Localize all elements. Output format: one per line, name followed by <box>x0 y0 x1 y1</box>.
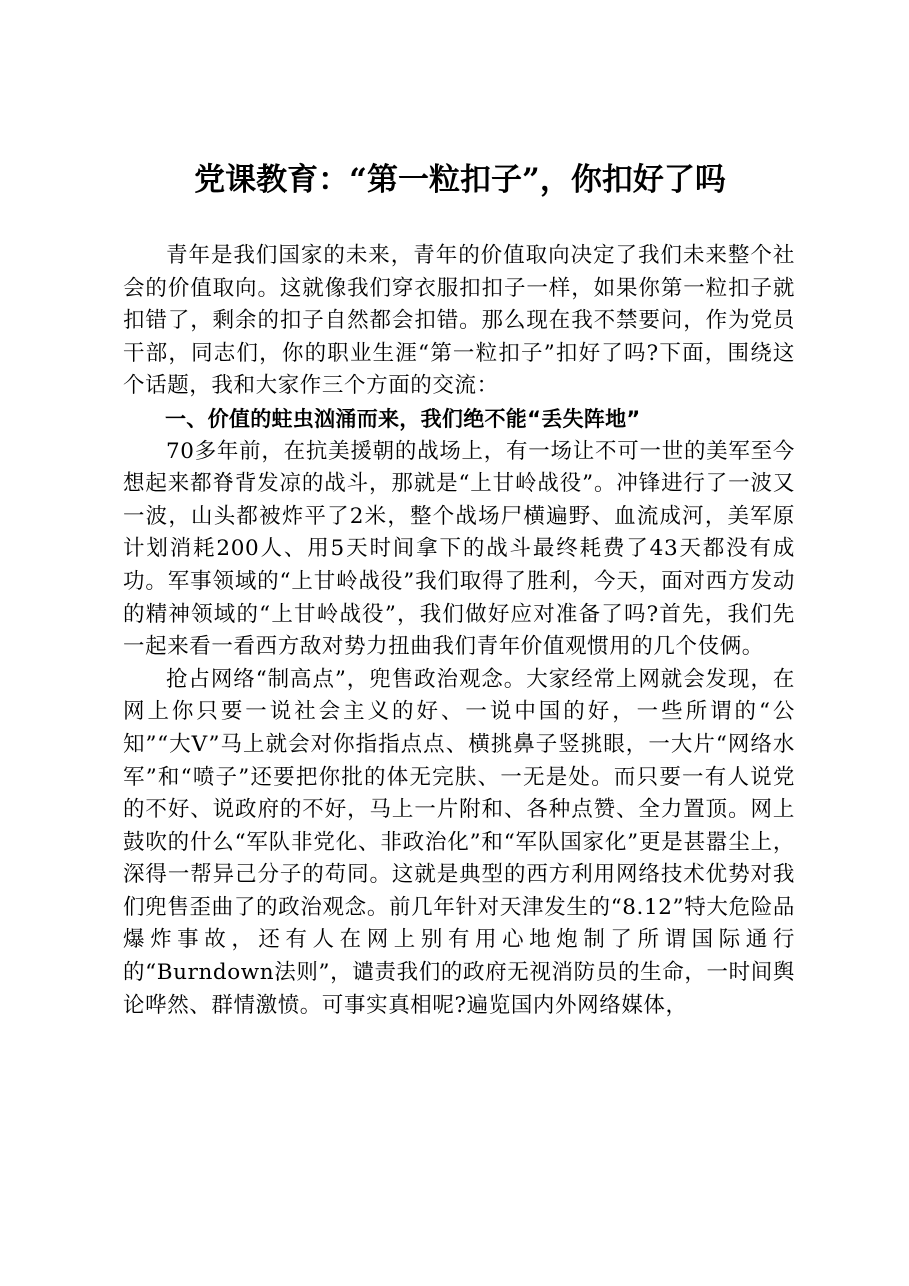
document-body <box>123 240 795 1022</box>
intro-paragraph: 青年是我们国家的未来，青年的价值取向决定了我们未来整个社会的价值取向。这就像我们穿衣服扣扣子一样，如果你第一粒扣子就扣错了，剩余的扣子自然都会扣错。那么现在我不禁要问，作为党员干部，同志们，你的职业生涯“第一粒扣子”扣好了吗?下面，围绕这个话题，我和大家作三个方面的交流： <box>123 243 795 399</box>
document-title: 党课教育：“第一粒扣子”，你扣好了吗 <box>194 162 726 198</box>
battle-paragraph: 70多年前，在抗美援朝的战场上，有一场让不可一世的美军至今想起来都脊背发凉的战斗，那就是“上甘岭战役”。冲锋进行了一波又一波，山头都被炸平了2米，整个战场尸横遍野、血流成河，美军原计划消耗200人、用5天时间拿下的战斗最终耗费了43天都没有成功。军事领域的“上甘岭战役”我们取得了胜利，今天，面对西方发动的精神领域的“上甘岭战役”，我们做好应对准备了吗?首先，我们先一起来看一看西方敌对势力扭曲我们青年价值观惯用的几个伎俩。 <box>123 438 795 660</box>
section-heading-1: 一、价值的蛀虫汹涌而来，我们绝不能“丢失阵地” <box>165 406 641 431</box>
network-paragraph: 抢占网络“制高点”，兜售政治观念。大家经常上网就会发现，在网上你只要一说社会主义的好、一说中国的好，一些所谓的“公知”“大V”马上就会对你指指点点、横挑鼻子竖挑眼，一大片“网络水军”和“喷子”还要把你批的体无完肤、一无是处。而只要一有人说党的不好、说政府的不好，马上一片附和、各种点赞、全力置顶。网上鼓吹的什么“军队非党化、非政治化”和“军队国家化”更是甚嚣尘上，深得一帮异己分子的苟同。这就是典型的西方利用网络技术优势对我们兜售歪曲了的政治观念。前几年针对天津发生的“8.12”特大危险品爆炸事故，还有人在网上别有用心地炮制了所谓国际通行的“Burndown法则”，谴责我们的政府无视消防员的生命，一时间舆论哗然、群情激愤。可事实真相呢?遍览国内外网络媒体， <box>123 666 795 1018</box>
